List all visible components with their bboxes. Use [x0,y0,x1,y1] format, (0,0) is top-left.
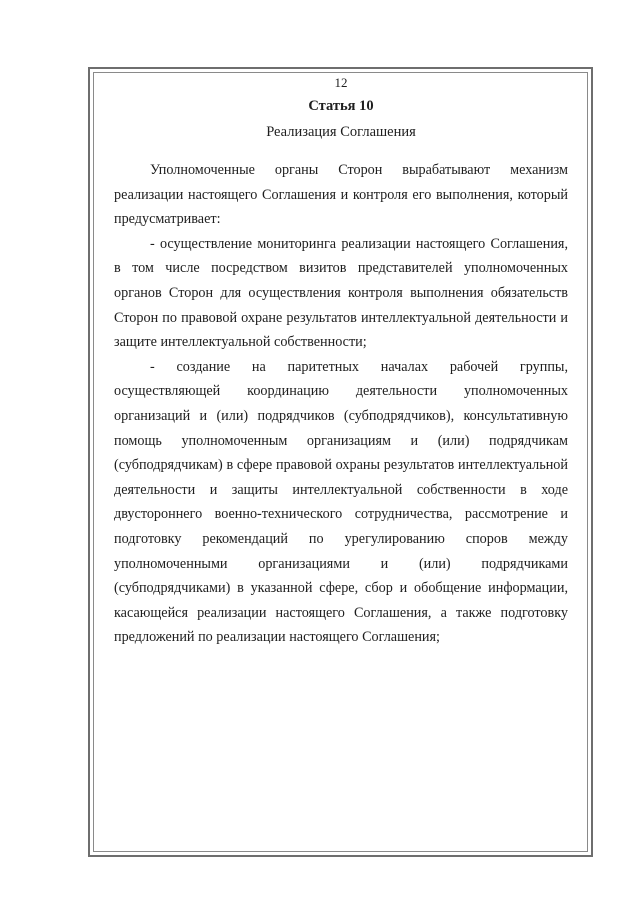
page-number: 12 [334,75,348,90]
paragraph-working-group: - создание на паритетных началах рабочей группы, осуществляющей координацию деятельности уполномоченных организаций и (или) подрядчиков (субподрядчиков), консультативную помощь уполномоченным организациям и (или) подрядчикам (субподрядчикам) в сфере правовой охраны результатов интеллектуальной деятельности и защиты интеллектуальной собственности в ходе двустороннего военно-технического сотрудничества, рассмотрение и подготовку рекомендаций по урегулированию споров между уполномоченными организациями и (или) подрядчиками (субподрядчиками) в указанной сфере, сбор и обобщение информации, касающейся реализации настоящего Соглашения, а также подготовку предложений по реализации настоящего Соглашения; [114,358,568,646]
article-subtitle: Реализация Соглашения [266,124,416,140]
article-title: Статья 10 [308,98,374,114]
page-content [114,74,568,650]
paragraph-intro: Уполномоченные органы Сторон вырабатывают механизм реализации настоящего Соглашения и контроля его выполнения, который предусматривает: [114,162,568,228]
paragraph-monitoring: - осуществление мониторинга реализации настоящего Соглашения, в том числе посредством визитов представителей уполномоченных органов Сторон для осуществления контроля выполнения обязательств Сторон по правовой охране результатов интеллектуальной деятельности и защите интеллектуальной собственности; [114,235,568,351]
